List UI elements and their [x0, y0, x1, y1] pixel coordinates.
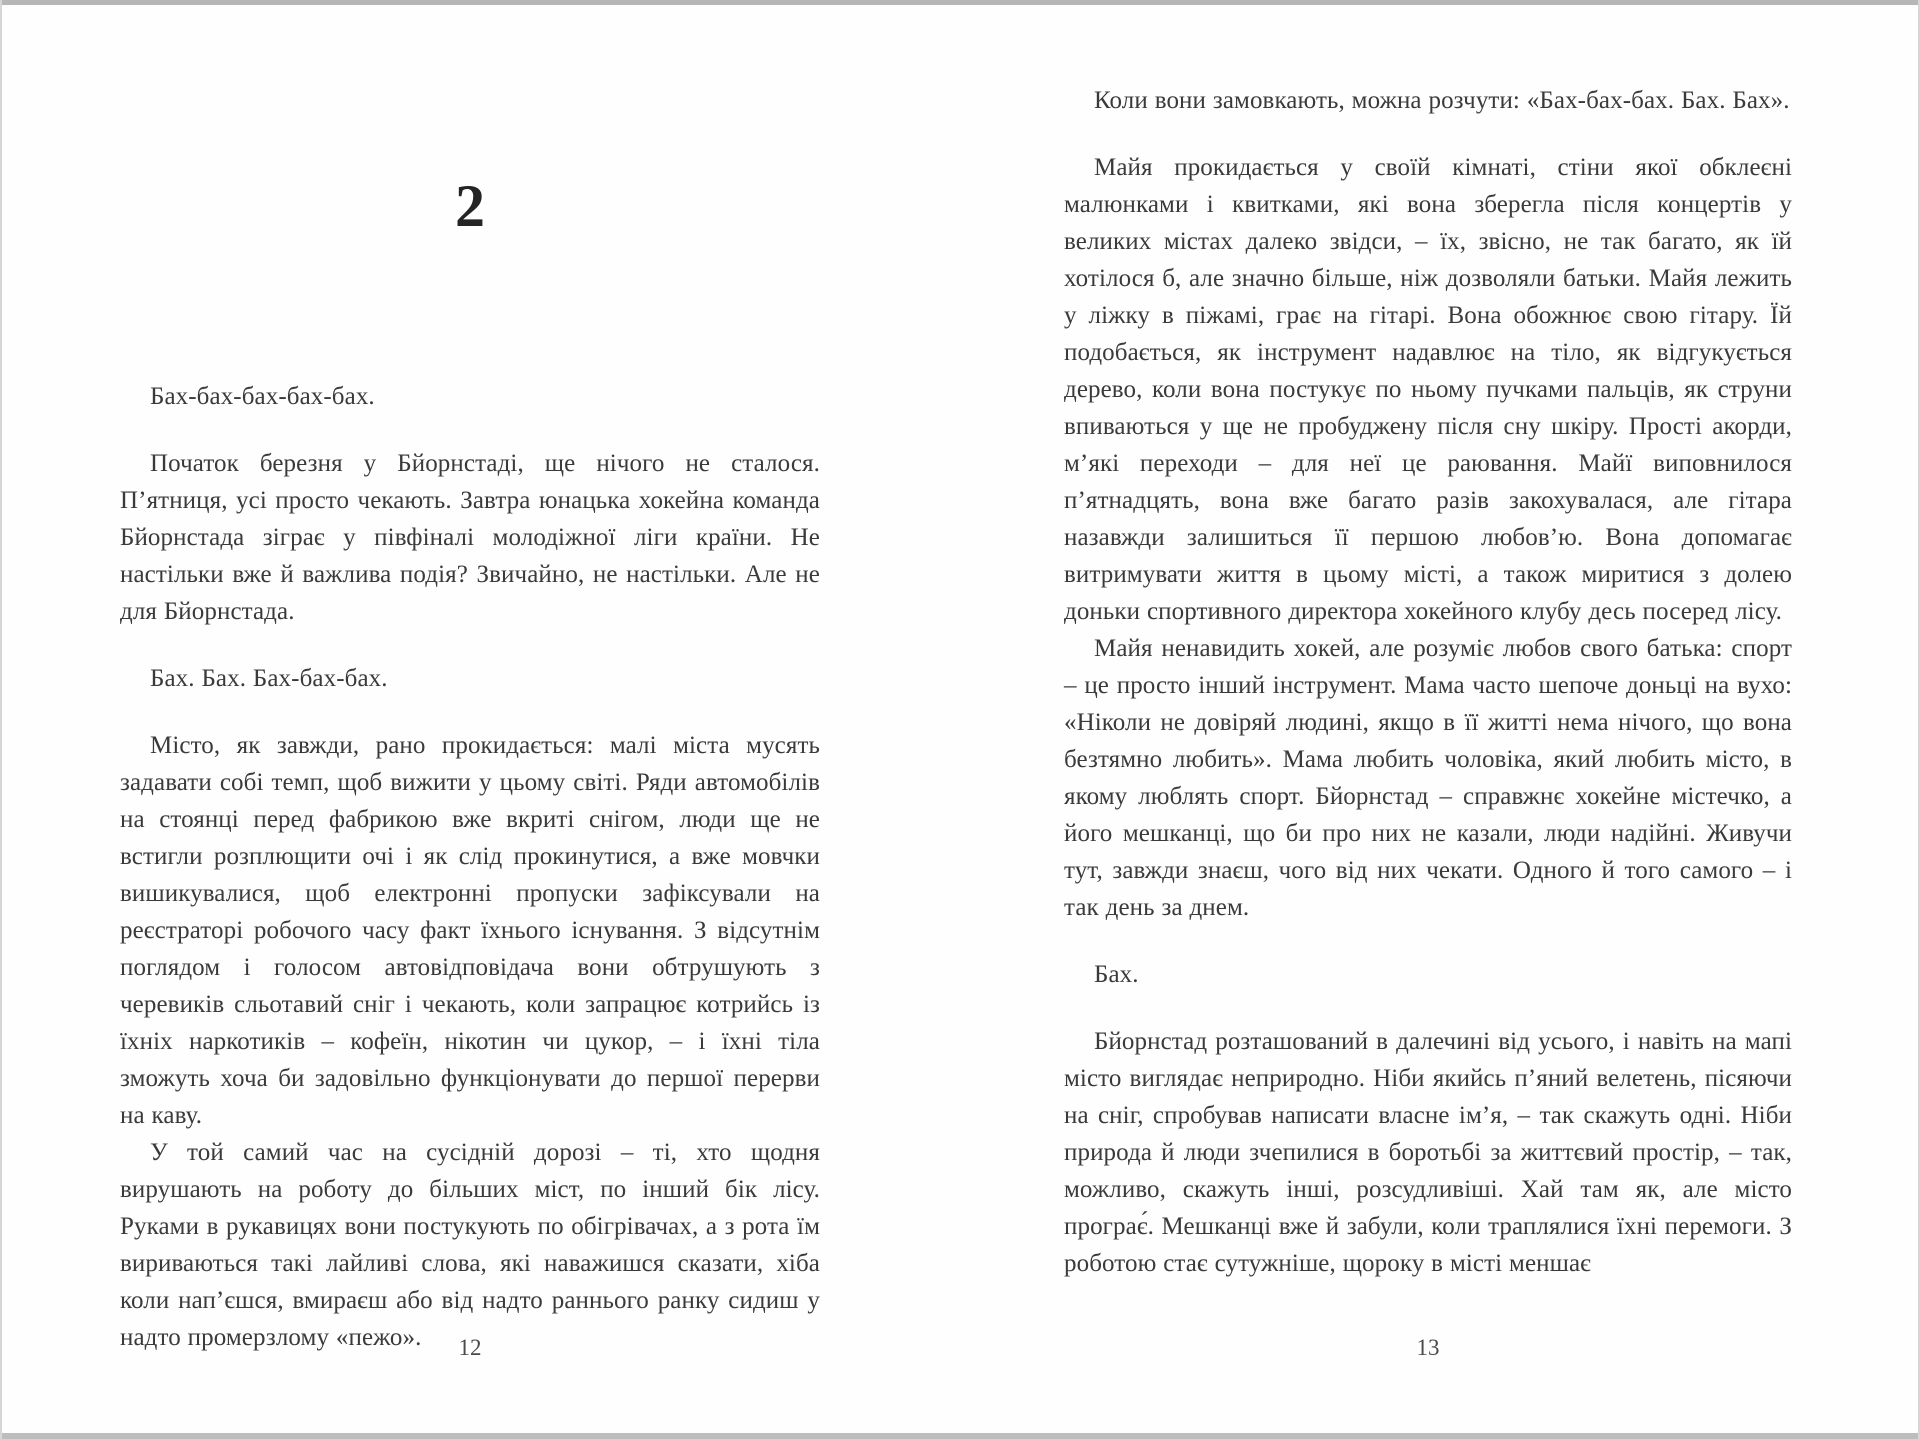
- paragraph: Місто, як завжди, рано прокидається: малі міста мусять задавати собі темп, щоб вижити у цьому світі. Ряди автомобілів на стоянці перед фабрикою вже вкриті снігом, люди ще не встигли розплющити очі і як слід прокинутися, а вже мовчки вишикувалися, щоб електронні пропуски зафіксували на реєстраторі робочого часу факт їхнього існування. З відсутнім поглядом і голосом автовідповідача вони обтрушують з черевиків сльотавий сніг і чекають, коли запрацює котрийсь із їхніх наркотиків – кофеїн, нікотин чи цукор, – і їхні тіла зможуть хоча би задовільно функціонувати до першої перерви на каву.: [120, 732, 820, 1129]
- right-page: [1064, 0, 1792, 1282]
- page-edge-bottom: [2, 1433, 1918, 1439]
- paragraph: Бах. Бах. Бах-бах-бах.: [150, 665, 388, 692]
- paragraph: Майя прокидається у своїй кімнаті, стіни якої обклеєні малюнками і квитками, які вона зберегла після концертів у великих містах далеко звідси, – їх, звісно, не так багато, як їй хотілося б, але значно більше, ніж дозволяли батьки. Майя лежить у ліжку в піжамі, грає на гітарі. Вона обожнює свою гітару. Їй подобається, як інструмент надавлює на тіло, як відгукується дерево, коли вона постукує по ньому пучками пальців, як струни впиваються у ще не пробуджену після сну шкіру. Прості акорди, м’які переходи – для неї це раювання. Майї виповнилося п’ятнадцять, вона вже багато разів закохувалася, але гітара назавжди залишиться її першою любов’ю. Вона допомагає витримувати життя в цьому місті, а також миритися з долею доньки спортивного директора хокейного клубу десь посеред лісу.: [1064, 154, 1792, 625]
- paragraph: Коли вони замовкають, можна розчути: «Бах-бах-бах. Бах. Бах».: [1094, 87, 1790, 114]
- page-number: 12: [458, 1335, 482, 1360]
- paragraph: У той самий час на сусідній дорозі – ті, хто щодня вирушають на роботу до більших міст, по інший бік лісу. Руками в рукавицях вони постукують по обігрівачах, а з рота їм вириваються такі лайливі слова, які наважишся сказати, хіба коли нап’єшся, вмираєш або від надто раннього ранку сидиш у надто промерзлому «пежо».: [120, 1139, 820, 1351]
- page-number: 13: [1416, 1335, 1440, 1360]
- paragraph: Бах.: [1094, 961, 1139, 988]
- paragraph: Бйорнстад розташований в далечині від усього, і навіть на мапі місто виглядає неприродно. Ніби якийсь п’яний велетень, пісяючи на сніг, спробував написати власне ім’я, – так скажуть одні. Ніби природа й люди зчепилися в боротьбі за життєвий простір, – так, можливо, скажуть інші, розсудливіші. Хай там як, але місто програє́. Мешканці вже й забули, коли траплялися їхні перемоги. З роботою стає сутужніше, щороку в місті меншає: [1064, 1028, 1792, 1277]
- paragraph: Початок березня у Бйорнстаді, ще нічого не сталося. П’ятниця, усі просто чекають. Завтра юнацька хокейна команда Бйорнстада зіграє у півфіналі молодіжної ліги країни. Не настільки вже й важлива подія? Звичайно, не настільки. Але не для Бйорнстада.: [120, 450, 820, 625]
- chapter-number: 2: [455, 173, 485, 239]
- left-page: [120, 0, 820, 1356]
- paragraph: Бах-бах-бах-бах-бах.: [150, 383, 375, 410]
- paragraph: Майя ненавидить хокей, але розуміє любов свого батька: спорт – це просто інший інструмент. Мама часто шепоче доньці на вухо: «Ніколи не довіряй людині, якщо в її житті нема нічого, що вона безтямно любить». Мама любить чоловіка, який любить місто, в якому люблять спорт. Бйорнстад – справжнє хокейне містечко, а його мешканці, що би про них не казали, люди надійні. Живучи тут, завжди знаєш, чого від них чекати. Одного й того самого – і так день за днем.: [1064, 635, 1792, 921]
